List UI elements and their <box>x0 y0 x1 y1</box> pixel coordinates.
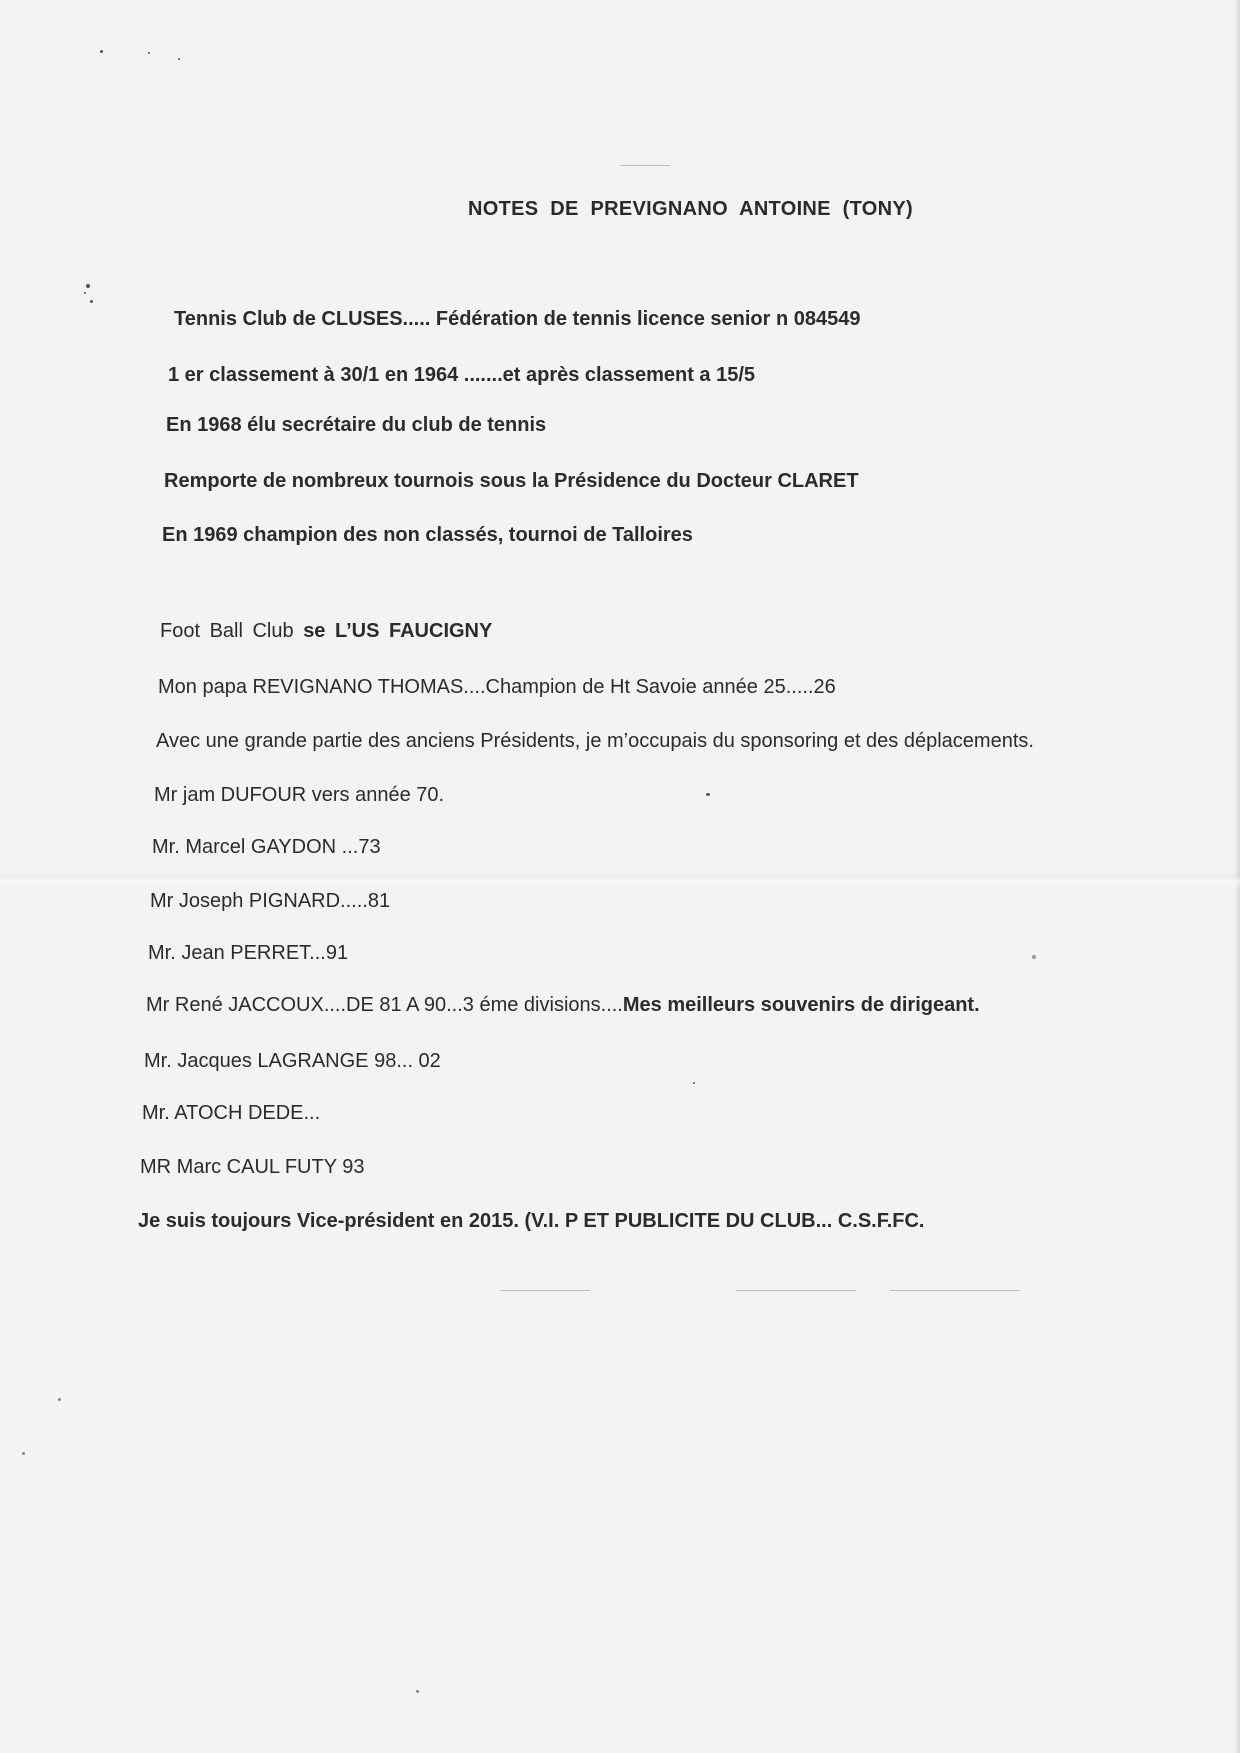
scan-speck <box>416 1690 419 1693</box>
president-atoch: Mr. ATOCH DEDE... <box>142 1102 321 1124</box>
football-club-heading-label: Foot Ball Club <box>160 620 294 642</box>
faint-scan-line <box>620 165 670 166</box>
father-champion-line: Mon papa REVIGNANO THOMAS....Champion de Ht Savoie année 25.....26 <box>158 676 836 698</box>
president-jaccoux <box>146 994 980 1017</box>
scan-speck <box>90 300 93 303</box>
president-pignard: Mr Joseph PIGNARD.....81 <box>150 890 391 912</box>
scan-speck <box>58 1398 61 1401</box>
president-caul-futy: MR Marc CAUL FUTY 93 <box>140 1156 365 1178</box>
tennis-secretary-line: En 1968 élu secrétaire du club de tennis <box>166 414 547 436</box>
tennis-tournaments-line: Remporte de nombreux tournois sous la Présidence du Docteur CLARET <box>164 470 859 492</box>
scan-speck <box>22 1452 25 1455</box>
vice-president-closing-line: Je suis toujours Vice-président en 2015. (V.I. P ET PUBLICITE DU CLUB... C.S.F.FC. <box>138 1210 925 1232</box>
football-club-heading-name: se L’US FAUCIGNY <box>303 620 493 642</box>
scan-speck <box>84 292 86 294</box>
tennis-ranking-line: 1 er classement à 30/1 en 1964 .......et après classement a 15/5 <box>168 364 756 386</box>
faint-scan-line <box>890 1290 1020 1291</box>
paper-fold <box>0 868 1240 890</box>
president-gaydon: Mr. Marcel GAYDON ...73 <box>152 836 381 858</box>
scan-speck <box>148 52 150 54</box>
president-perret: Mr. Jean PERRET...91 <box>148 942 349 964</box>
scan-speck <box>693 1082 695 1084</box>
scan-speck <box>706 793 710 796</box>
sponsoring-line: Avec une grande partie des anciens Présidents, je m’occupais du sponsoring et des déplacements. <box>156 730 1034 752</box>
scan-speck <box>178 58 180 60</box>
football-club-heading <box>160 620 492 643</box>
scan-speck <box>100 50 103 53</box>
scan-speck <box>86 284 90 288</box>
tennis-club-line: Tennis Club de CLUSES..... Fédération de tennis licence senior n 084549 <box>174 308 861 330</box>
faint-scan-line <box>500 1290 590 1291</box>
best-memories-text: Mes meilleurs souvenirs de dirigeant. <box>622 994 980 1016</box>
scan-speck <box>1032 955 1036 959</box>
president-dufour: Mr jam DUFOUR vers année 70. <box>154 784 445 806</box>
faint-scan-line <box>736 1290 856 1291</box>
president-jaccoux-text: Mr René JACCOUX....DE 81 A 90...3 éme divisions.... <box>146 994 623 1016</box>
tennis-champion-line: En 1969 champion des non classés, tournoi de Talloires <box>162 524 693 546</box>
president-lagrange: Mr. Jacques LAGRANGE 98... 02 <box>144 1050 441 1072</box>
page-title: NOTES DE PREVIGNANO ANTOINE (TONY) <box>468 198 913 220</box>
